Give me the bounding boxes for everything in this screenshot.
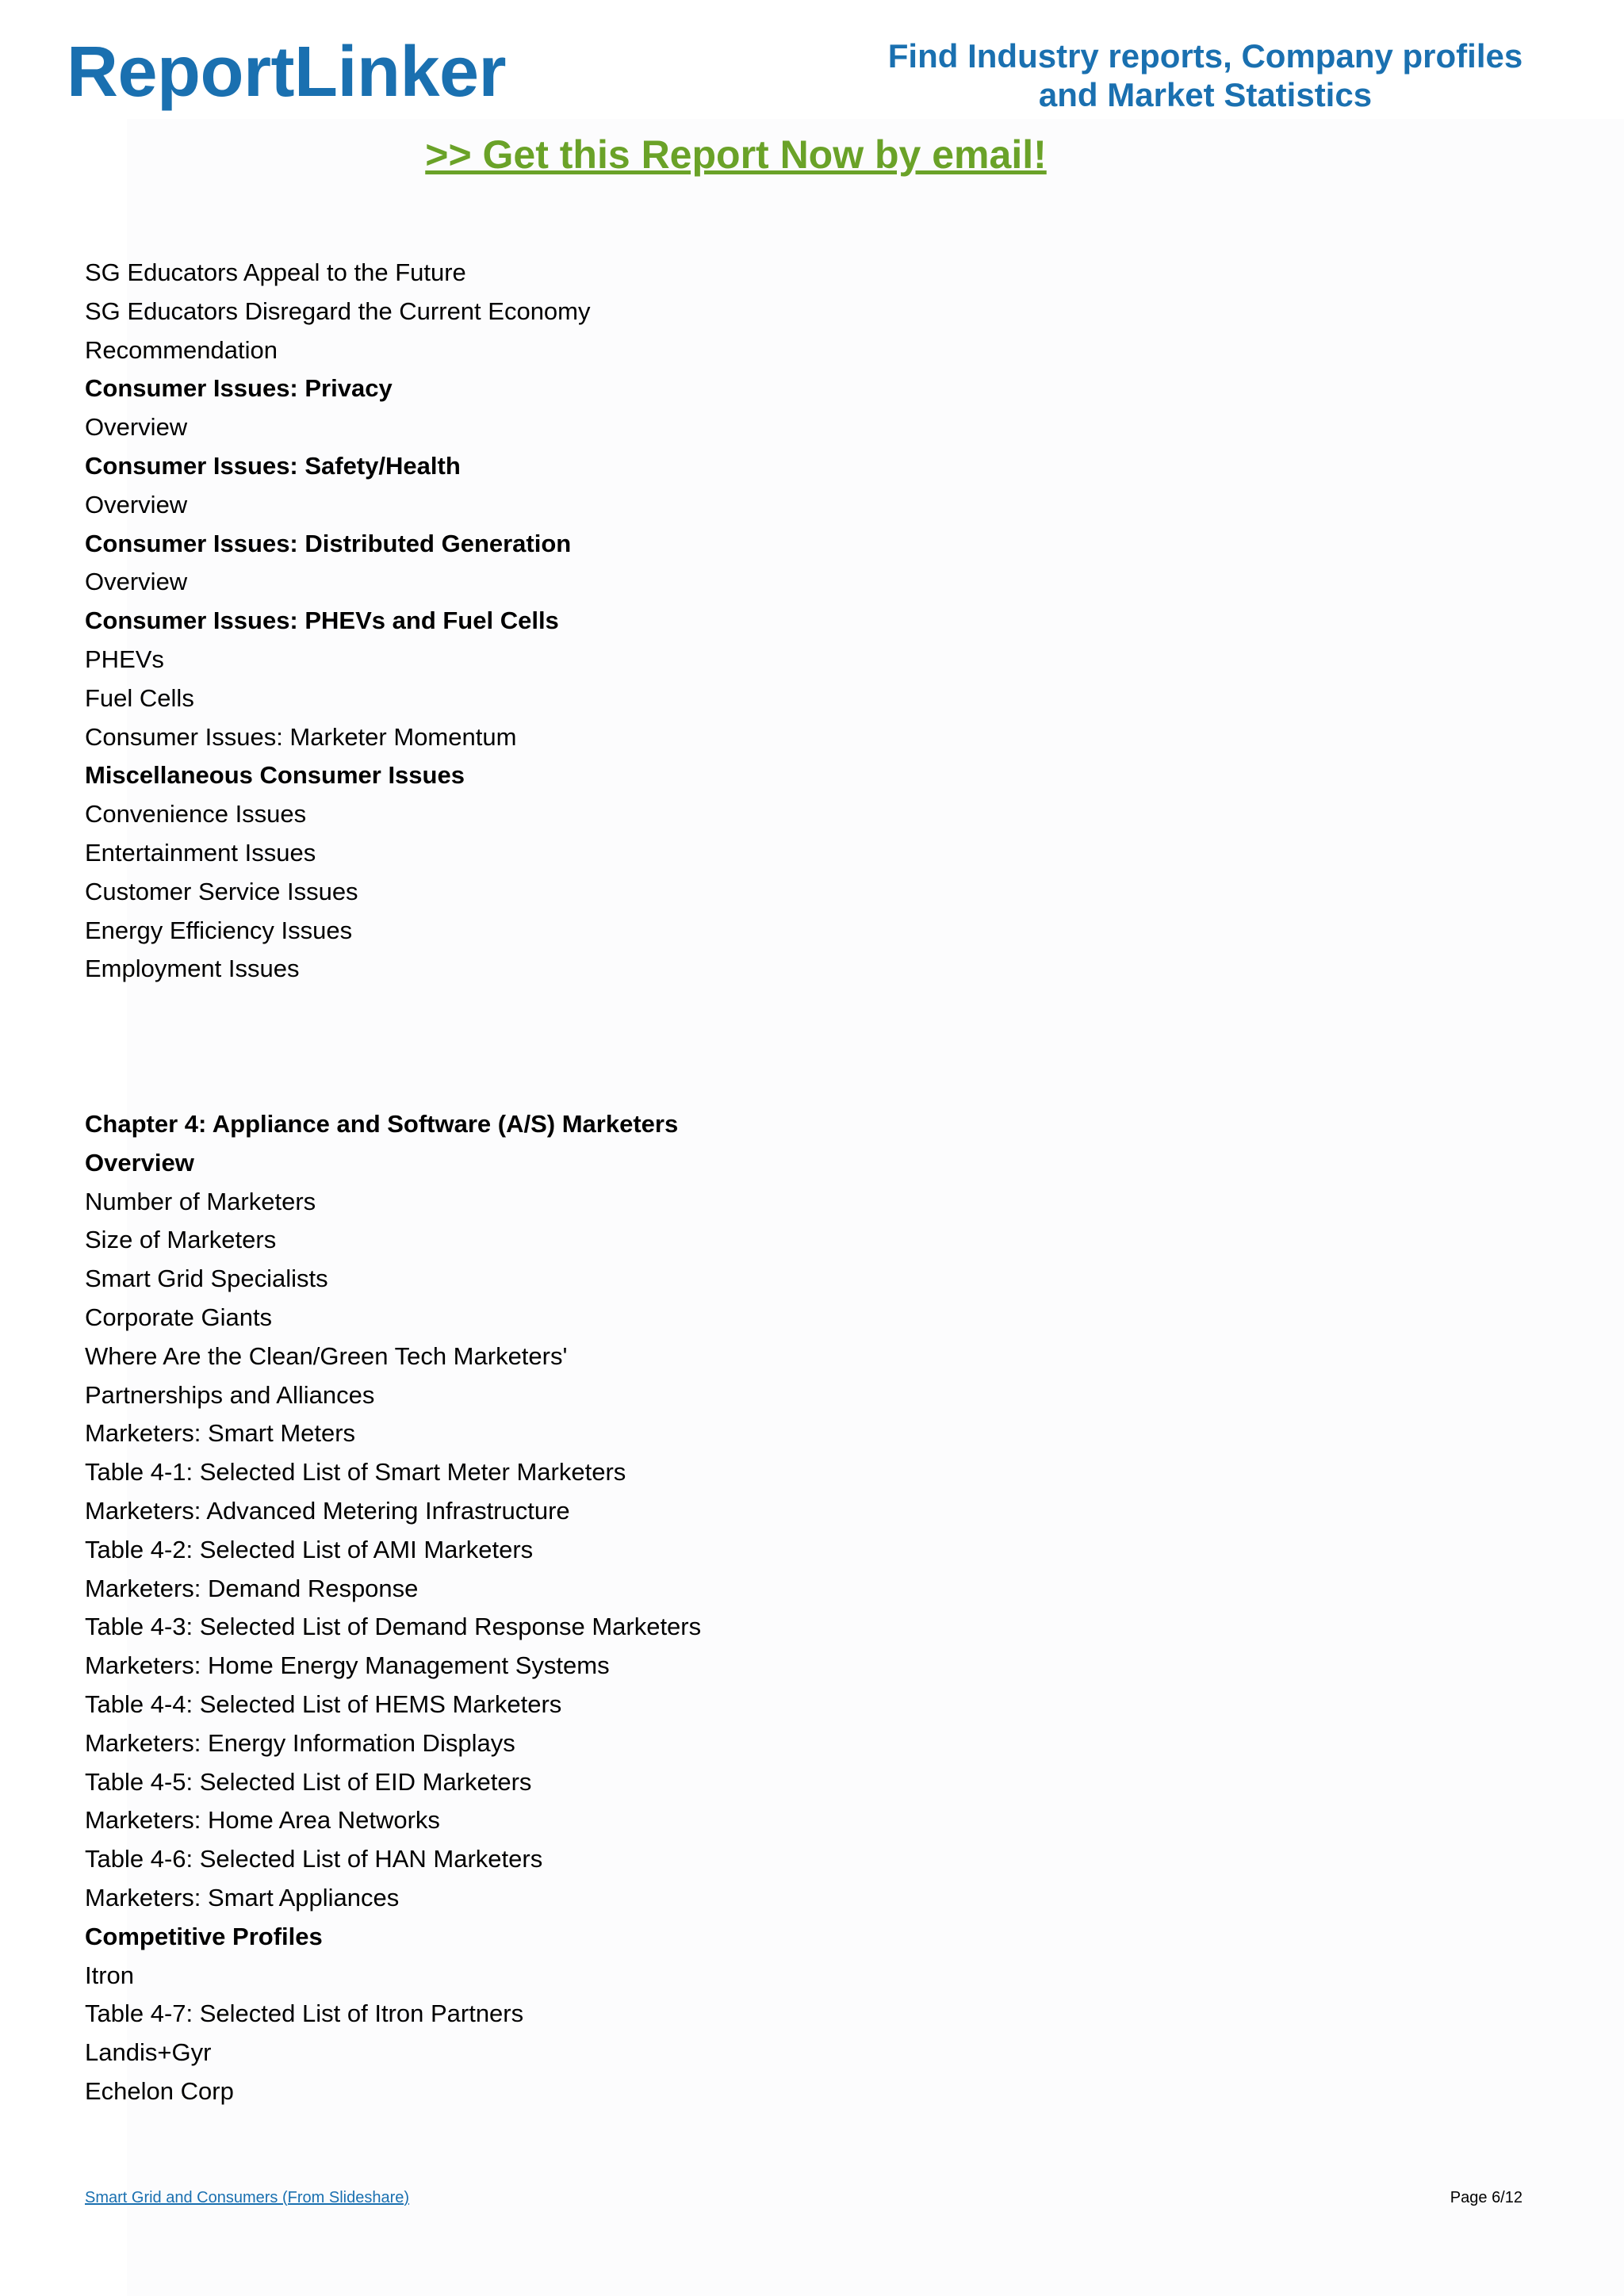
toc-list-section-2 bbox=[85, 1105, 701, 2111]
tagline-line-2: and Market Statistics bbox=[1038, 76, 1373, 113]
toc-heading: Consumer Issues: Safety/Health bbox=[85, 451, 461, 480]
toc-item: Marketers: Demand Response bbox=[85, 1574, 419, 1602]
toc-item: PHEVs bbox=[85, 645, 164, 673]
footer-source-link[interactable]: Smart Grid and Consumers (From Slideshare) bbox=[85, 2189, 410, 2206]
toc-item: Landis+Gyr bbox=[85, 2038, 212, 2067]
toc-item: Table 4-4: Selected List of HEMS Marketers bbox=[85, 1689, 562, 1718]
toc-item: Recommendation bbox=[85, 335, 278, 364]
toc-item: SG Educators Disregard the Current Economy bbox=[85, 297, 591, 325]
toc-item: Echelon Corp bbox=[85, 2076, 234, 2105]
toc-item: Marketers: Smart Meters bbox=[85, 1419, 356, 1448]
toc-heading: Chapter 4: Appliance and Software (A/S) Marketers bbox=[85, 1110, 679, 1138]
header-tagline bbox=[841, 36, 1570, 114]
toc-heading: Overview bbox=[85, 1148, 194, 1177]
toc-item: Number of Marketers bbox=[85, 1187, 316, 1215]
toc-item: Marketers: Home Area Networks bbox=[85, 1806, 440, 1835]
toc-item: Corporate Giants bbox=[85, 1303, 273, 1331]
toc-heading: Consumer Issues: Privacy bbox=[85, 374, 393, 403]
toc-item: Energy Efficiency Issues bbox=[85, 916, 353, 944]
toc-item: Employment Issues bbox=[85, 955, 300, 983]
toc-item: Marketers: Smart Appliances bbox=[85, 1883, 400, 1911]
toc-item: Table 4-6: Selected List of HAN Marketers bbox=[85, 1845, 543, 1873]
toc-item: Smart Grid Specialists bbox=[85, 1265, 328, 1293]
page-number: Page 6/12 bbox=[1450, 2189, 1522, 2206]
toc-item: Partnerships and Alliances bbox=[85, 1380, 375, 1409]
toc-item: Entertainment Issues bbox=[85, 838, 316, 867]
toc-item: Fuel Cells bbox=[85, 683, 194, 712]
toc-item: Table 4-5: Selected List of EID Marketers bbox=[85, 1767, 532, 1796]
toc-item: Consumer Issues: Marketer Momentum bbox=[85, 722, 517, 751]
toc-item: Table 4-3: Selected List of Demand Response Marketers bbox=[85, 1613, 702, 1641]
toc-item: Convenience Issues bbox=[85, 800, 307, 828]
toc-list-section-1 bbox=[85, 254, 591, 989]
toc-item: Customer Service Issues bbox=[85, 877, 358, 905]
toc-heading: Miscellaneous Consumer Issues bbox=[85, 761, 465, 790]
tagline-line-1: Find Industry reports, Company profiles bbox=[887, 37, 1523, 75]
toc-item: SG Educators Appeal to the Future bbox=[85, 258, 466, 286]
toc-item: Marketers: Energy Information Displays bbox=[85, 1728, 515, 1757]
toc-item: Size of Marketers bbox=[85, 1226, 277, 1254]
toc-heading: Competitive Profiles bbox=[85, 1922, 323, 1950]
toc-item: Overview bbox=[85, 413, 188, 442]
toc-heading: Consumer Issues: Distributed Generation bbox=[85, 529, 572, 557]
get-report-email-link[interactable]: >> Get this Report Now by email! bbox=[425, 132, 1047, 177]
toc-item: Overview bbox=[85, 568, 188, 596]
toc-heading: Consumer Issues: PHEVs and Fuel Cells bbox=[85, 607, 559, 635]
toc-item: Marketers: Home Energy Management Systems bbox=[85, 1651, 610, 1680]
toc-item: Table 4-2: Selected List of AMI Marketers bbox=[85, 1535, 534, 1563]
toc-item: Marketers: Advanced Metering Infrastructure bbox=[85, 1496, 570, 1525]
toc-item: Itron bbox=[85, 1961, 135, 1989]
toc-item: Table 4-7: Selected List of Itron Partners bbox=[85, 1999, 524, 2028]
reportlinker-logo[interactable]: ReportLinker bbox=[67, 33, 507, 112]
toc-item: Table 4-1: Selected List of Smart Meter Marketers bbox=[85, 1458, 626, 1487]
toc-item: Where Are the Clean/Green Tech Marketers' bbox=[85, 1341, 568, 1370]
toc-item: Overview bbox=[85, 490, 188, 519]
